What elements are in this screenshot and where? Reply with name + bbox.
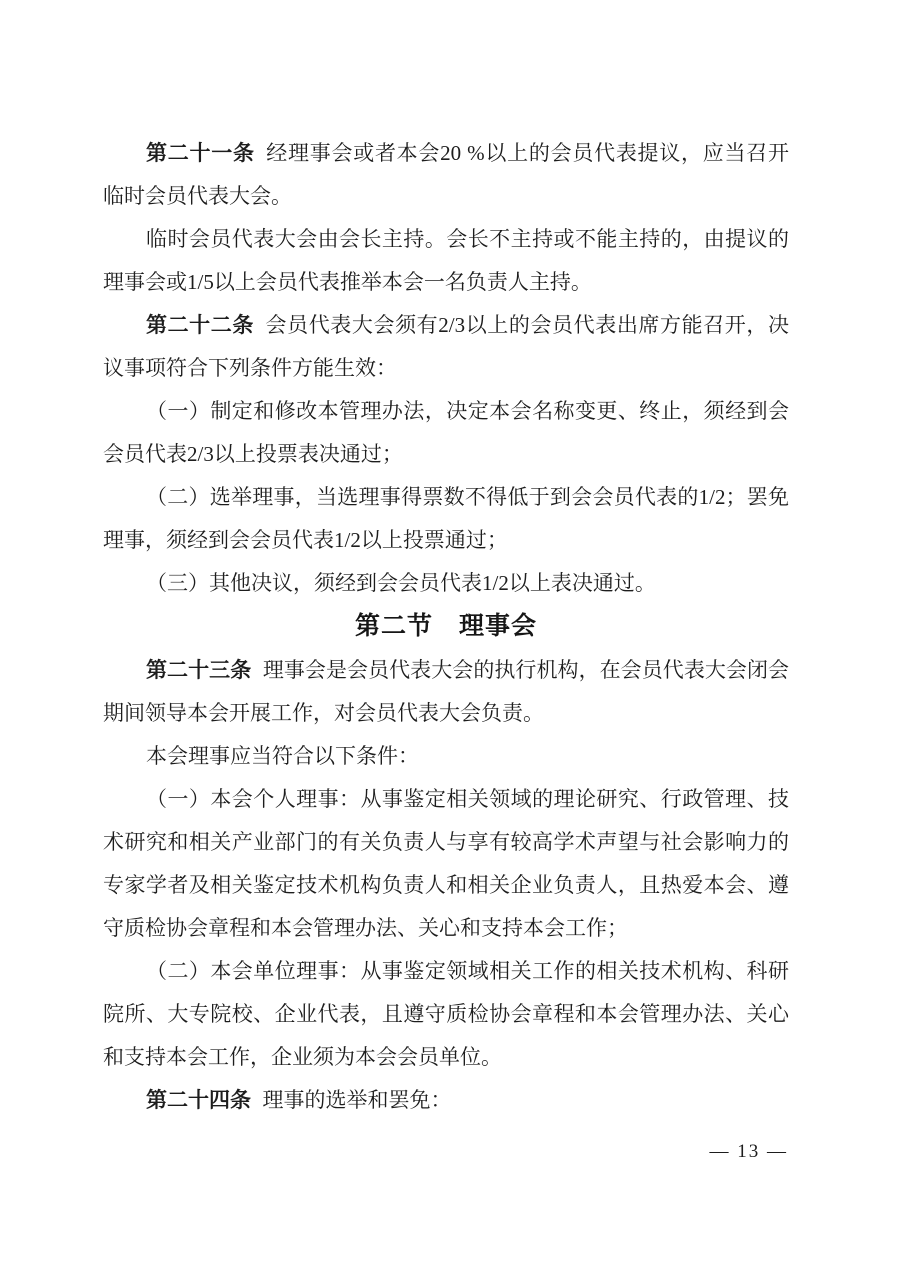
- article-number: 第二十四条: [146, 1088, 251, 1112]
- paragraph-item-2: [103, 950, 789, 1079]
- section-heading: 第二节 理事会: [354, 613, 537, 640]
- paragraph-article-22: [103, 304, 789, 390]
- paragraph-item-1: [103, 778, 789, 950]
- paragraph-item-3: [103, 562, 789, 605]
- article-number: 第二十二条: [146, 313, 254, 337]
- paragraph: [103, 735, 789, 778]
- article-number: 第二十一条: [146, 141, 255, 165]
- paragraph-text: （二）选举理事，当选理事得票数不得低于到会会员代表的1/2；罢免理事，须经到会会员代表1/2以上投票通过；: [103, 485, 789, 552]
- paragraph-text: （三）其他决议，须经到会会员代表1/2以上表决通过。: [146, 571, 656, 595]
- paragraph-item-2: [103, 476, 789, 562]
- paragraph-text: （一）制定和修改本管理办法，决定本会名称变更、终止，须经到会会员代表2/3以上投票表决通过；: [103, 399, 789, 466]
- paragraph-item-1: [103, 390, 789, 476]
- paragraph-text: 临时会员代表大会由会长主持。会长不主持或不能主持的，由提议的理事会或1/5以上会员代表推举本会一名负责人主持。: [103, 227, 789, 294]
- paragraph-text: 理事的选举和罢免：: [262, 1088, 452, 1112]
- paragraph-text: 经理事会或者本会20 %以上的会员代表提议，应当召开临时会员代表大会。: [103, 141, 789, 208]
- paragraph-article-21: [103, 132, 789, 218]
- page-footer: [710, 1141, 789, 1163]
- paragraph-text: 本会理事应当符合以下条件：: [146, 744, 419, 768]
- paragraph-text: （二）本会单位理事：从事鉴定领域相关工作的相关技术机构、科研院所、大专院校、企业代表，且遵守质检协会章程和本会管理办法、关心和支持本会工作，企业须为本会会员单位。: [103, 959, 789, 1069]
- paragraph-text: （一）本会个人理事：从事鉴定相关领域的理论研究、行政管理、技术研究和相关产业部门的有关负责人与享有较高学术声望与社会影响力的专家学者及相关鉴定技术机构负责人和相关企业负责人，且热爱本会、遵守质检协会章程和本会管理办法、关心和支持本会工作；: [103, 787, 789, 940]
- paragraph-article-23: [103, 649, 789, 735]
- paragraph-article-24: [103, 1079, 789, 1122]
- document-body: [103, 132, 789, 1122]
- page-number: — 13 —: [709, 1141, 788, 1162]
- article-number: 第二十三条: [146, 658, 252, 682]
- paragraph-text: 理事会是会员代表大会的执行机构，在会员代表大会闭会期间领导本会开展工作，对会员代表大会负责。: [103, 658, 790, 725]
- paragraph: [103, 218, 789, 304]
- paragraph-text: 会员代表大会须有2/3以上的会员代表出席方能召开，决议事项符合下列条件方能生效：: [103, 313, 789, 380]
